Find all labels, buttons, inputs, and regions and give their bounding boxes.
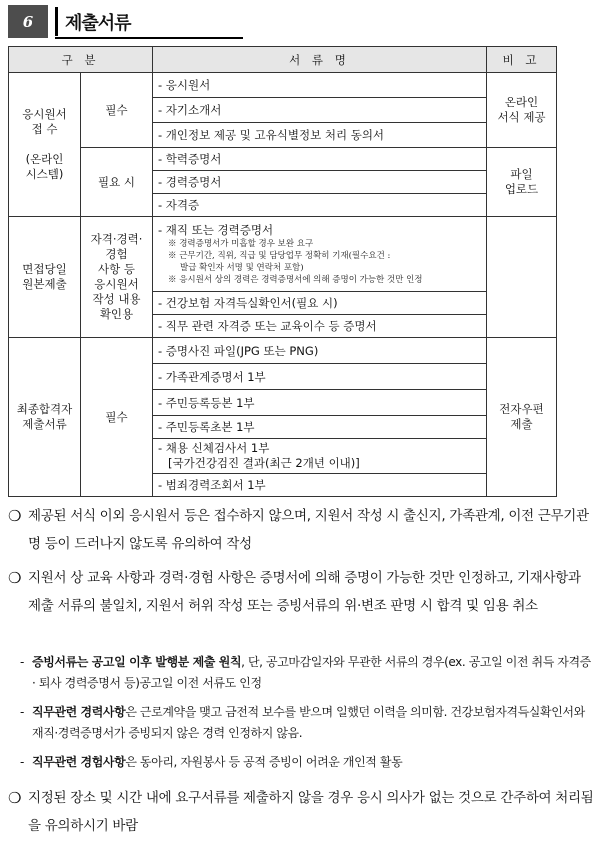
online-required-note: 온라인 서식 제공 bbox=[487, 73, 557, 148]
list-item: - 학력증명서 bbox=[153, 148, 487, 171]
sub-bullet-2 bbox=[20, 702, 592, 744]
list-item: - 주민등록등본 1부 bbox=[153, 390, 487, 416]
bullet-icon: ❍ bbox=[8, 789, 22, 807]
list-item: - 범죄경력조회서 1부 bbox=[153, 474, 487, 497]
header-documents: 서 류 명 bbox=[153, 47, 487, 73]
online-required-label: 필수 bbox=[81, 73, 153, 148]
sub-bullet-1 bbox=[20, 652, 592, 694]
header-category: 구 분 bbox=[9, 47, 153, 73]
note-line: ※ 근무기간, 직위, 직급 및 담당업무 정확히 기재(필수요건 : bbox=[168, 250, 391, 261]
list-item: - 자격증 bbox=[153, 194, 487, 217]
online-optional-label: 필요 시 bbox=[81, 148, 153, 217]
list-item: - 증명사진 파일(JPG 또는 PNG) bbox=[153, 338, 487, 364]
bullet-text: 지정된 장소 및 시간 내에 요구서류를 제출하지 않을 경우 응시 의사가 없는 것으로 간주하여 처리됨을 유의하시기 바람 bbox=[28, 790, 594, 834]
final-note: 전자우편 제출 bbox=[487, 338, 557, 497]
list-item: - 주민등록초본 1부 bbox=[153, 416, 487, 439]
dash-mark: - bbox=[20, 705, 24, 719]
header-remarks: 비 고 bbox=[487, 47, 557, 73]
table-header-row bbox=[9, 47, 557, 73]
group-interview: 면접당일 원본제출 bbox=[9, 217, 81, 338]
bullet-3 bbox=[8, 784, 594, 840]
list-item: - 가족관계증명서 1부 bbox=[153, 364, 487, 390]
section-title: 제출서류 bbox=[65, 13, 131, 34]
group-final: 최종합격자 제출서류 bbox=[9, 338, 81, 497]
sub-bullet-3 bbox=[20, 752, 592, 773]
list-item: - 응시원서 bbox=[153, 73, 487, 98]
bullet-icon: ❍ bbox=[8, 569, 22, 587]
bullet-1 bbox=[8, 502, 594, 558]
bullet-icon: ❍ bbox=[8, 507, 22, 525]
interview-remarks-empty bbox=[487, 217, 557, 338]
list-item: - 건강보험 자격득실확인서(필요 시) bbox=[153, 292, 487, 315]
documents-table bbox=[8, 46, 557, 497]
group-online: 응시원서 접 수 (온라인 시스템) bbox=[9, 73, 81, 217]
section-header bbox=[8, 5, 248, 39]
item-title: - 재직 또는 경력증명서 bbox=[158, 222, 274, 237]
list-item: - 경력증명서 bbox=[153, 171, 487, 194]
dash-mark: - bbox=[20, 655, 24, 669]
item-line: [국가건강검진 결과(최근 2개년 이내)] bbox=[168, 456, 360, 470]
section-number: 6 bbox=[8, 5, 48, 38]
list-item: - 개인정보 제공 및 고유식별정보 처리 동의서 bbox=[153, 123, 487, 148]
note-line: ※ 응시원서 상의 경력은 경력증명서에 의해 증명이 가능한 것만 인정 bbox=[168, 274, 423, 285]
interview-sub-label: 자격·경력· 경험 사항 등 응시원서 작성 내용 확인용 bbox=[81, 217, 153, 338]
note-line: ※ 경력증명서가 미흡할 경우 보완 요구 bbox=[168, 238, 314, 249]
sub-bold: 직무관련 경험사항 bbox=[32, 755, 126, 769]
online-optional-note: 파일 업로드 bbox=[487, 148, 557, 217]
header-underline bbox=[55, 37, 243, 39]
list-item: - 자기소개서 bbox=[153, 98, 487, 123]
bullet-text: 제공된 서식 이외 응시원서 등은 접수하지 않으며, 지원서 작성 시 출신지, 가족관계, 이전 근무기관명 등이 드러나지 않도록 유의하여 작성 bbox=[28, 508, 589, 552]
interview-item-employment bbox=[153, 217, 487, 292]
bullet-text: 지원서 상 교육 사항과 경력·경험 사항은 증명서에 의해 증명이 가능한 것만 인정하고, 기재사항과 제출 서류의 불일치, 지원서 허위 작성 또는 증빙서류의 위·변조 판명 시 합격 및 임용 취소 bbox=[28, 570, 581, 614]
item-line: - 채용 신체검사서 1부 bbox=[158, 441, 270, 455]
final-sub-label: 필수 bbox=[81, 338, 153, 497]
dash-mark: - bbox=[20, 755, 24, 769]
sub-text: 은 근로계약을 맺고 금전적 보수를 받으며 일했던 이력을 의미함. 건강보험자격득실확인서와 재직·경력증명서가 증빙되지 않은 경력 인정하지 않음. bbox=[32, 705, 585, 740]
sub-text: , 단, 공고마감일자와 무관한 서류의 경우(ex. 공고일 이전 취득 자격증 · 퇴사 경력증명서 등)공고일 이전 서류도 인정 bbox=[32, 655, 591, 690]
final-item-health bbox=[153, 439, 487, 474]
sub-bold: 증빙서류는 공고일 이후 발행분 제출 원칙 bbox=[32, 655, 242, 669]
list-item: - 직무 관련 자격증 또는 교육이수 등 증명서 bbox=[153, 315, 487, 338]
sub-text: 은 동아리, 자원봉사 등 공적 증빙이 어려운 개인적 활동 bbox=[125, 755, 403, 769]
sub-bold: 직무관련 경력사항 bbox=[32, 705, 126, 719]
bullet-2 bbox=[8, 564, 594, 620]
note-line: 발급 확인자 서명 및 연락처 포함) bbox=[180, 262, 304, 273]
header-bar bbox=[55, 7, 58, 36]
